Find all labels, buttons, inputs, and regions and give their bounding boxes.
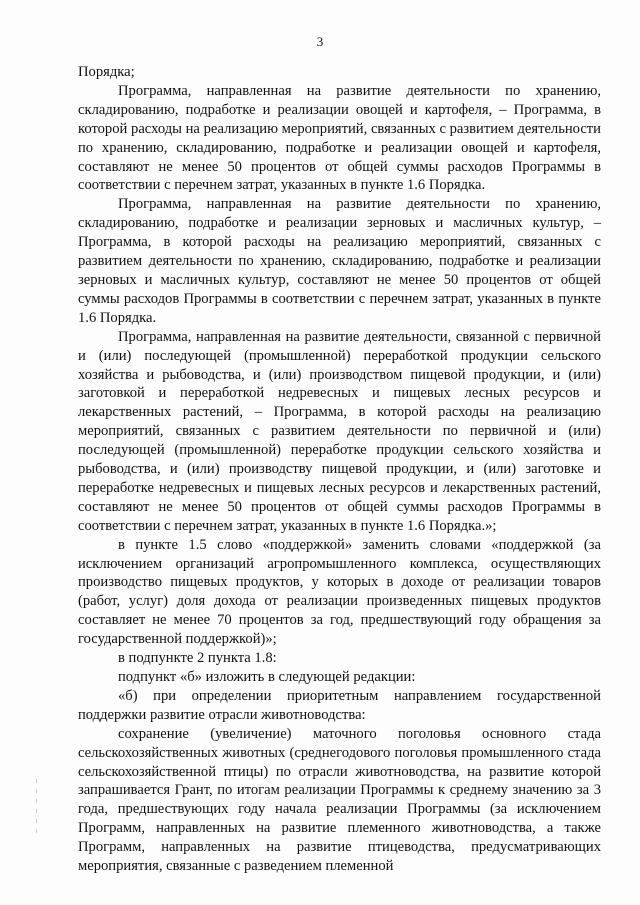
paragraph-livestock-retention: сохранение (увеличение) маточного поголовья основного стада сельскохозяйственных животных (среднегодового поголовья промышленного стада сельскохозяйственной птицы) по отрасли животноводства, на развитие которой запрашивается Грант, по итогам реализации Программы к среднему значению за 3 года, предшествующих году начала реализации Программы (за исключением Программ, направленных на развитие племенного животноводства, а также Программ, направленных на развитие птицеводства, предусматривающих мероприятия, связанные с разведением племенной	[78, 725, 601, 875]
paragraph-subclause-b-intro: подпункт «б» изложить в следующей редакции:	[118, 669, 416, 685]
paragraph-vegetables-program: Программа, направленная на развитие деятельности по хранению, складированию, подработке и реализации овощей и картофеля, – Программа, в которой расходы на реализацию мероприятий, связанных с развитием деятельности по хранению, складированию, подработке и реализации овощей и картофеля, составляют не менее 50 процентов от общей суммы расходов Программы в соответствии с перечнем затрат, указанных в пункте 1.6 Порядка.	[78, 82, 601, 194]
paragraph-grain-program: Программа, направленная на развитие деятельности по хранению, складированию, подработке и реализации зерновых и масличных культур, – Программа, в которой расходы на реализацию мероприятий, связанных с развитием деятельности по хранению, складированию, подработке и реализации зерновых и масличных культур, составляют не менее 50 процентов от общей суммы расходов Программы в соответствии с перечнем затрат, указанных в пункте 1.6 Порядка.	[78, 196, 601, 326]
paragraph-subclause-b: «б) при определении приоритетным направлением государственной поддержки развитие отрасли животноводства:	[78, 687, 601, 723]
scan-margin-mark	[36, 779, 37, 839]
paragraph-subclause-2-1-8: в подпункте 2 пункта 1.8:	[118, 650, 277, 667]
paragraph-clause-1-5: в пункте 1.5 слово «поддержкой» заменить словами «поддержкой (за исключением организаций агропромышленного комплекса, осуществляющих производство пищевых продуктов, у которых в доходе от реализации товаров (работ, услуг) доля дохода от реализации произведенных пищевых продуктов составляет не менее 70 процентов за год, предшествующий году обращения за государственной поддержкой)»;	[78, 536, 601, 648]
paragraph-processing-program: Программа, направленная на развитие деятельности, связанной с первичной и (или) последующей (промышленной) переработкой продукции сельского хозяйства и рыбоводства, и (или) производством пищевой продукции, и (или) заготовкой и переработкой недревесных и пищевых лесных ресурсов и лекарственных растений, – Программа, в которой расходы на реализацию мероприятий, связанных с развитием деятельности по первичной и (или) последующей (промышленной) переработке продукции сельского хозяйства и рыбоводства, и (или) производству пищевой продукции, и (или) заготовке и переработке недревесных и пищевых лесных ресурсов и лекарственных растений, составляют не менее 50 процентов от общей суммы расходов Программы в соответствии с перечнем затрат, указанных в пункте 1.6 Порядка.»;	[78, 328, 601, 534]
page-number: 3	[316, 34, 324, 49]
paragraph-porjadka: Порядка;	[78, 64, 135, 80]
document-body	[78, 63, 601, 876]
